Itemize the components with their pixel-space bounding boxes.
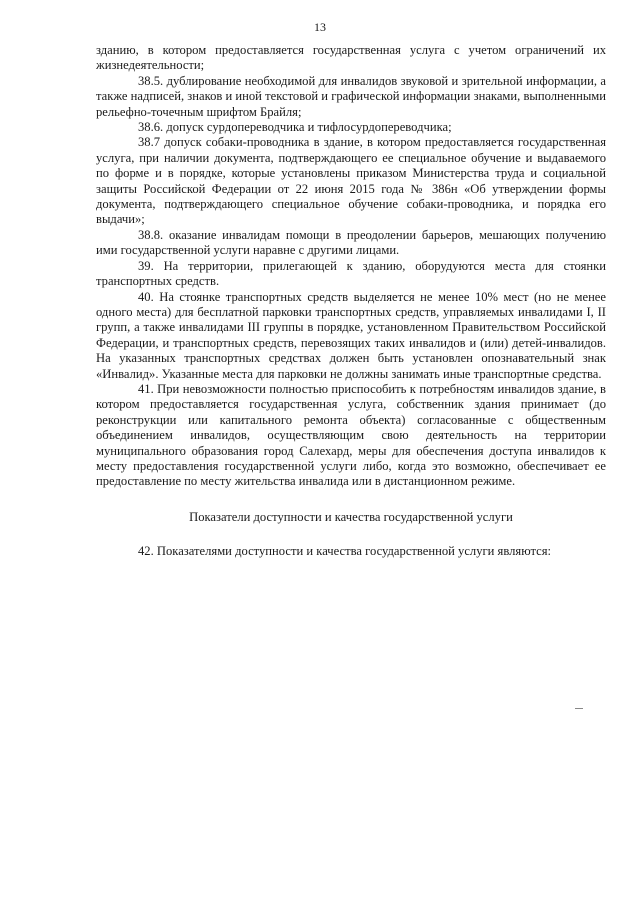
scan-mark bbox=[575, 708, 583, 709]
paragraph-38-8: 38.8. оказание инвалидам помощи в преодолении барьеров, мешающих получению ими государственной услуги наравне с другими лицами. bbox=[96, 227, 606, 258]
section-heading: Показатели доступности и качества государственной услуги bbox=[189, 509, 513, 524]
paragraph-38-5: 38.5. дублирование необходимой для инвалидов звуковой и зрительной информации, а также надписей, знаков и иной текстовой и графической информации знаками, выполненными рельефно-точечным шрифтом Брайля; bbox=[96, 73, 606, 119]
paragraph-38-7: 38.7 допуск собаки-проводника в здание, в котором предоставляется государственная услуга, при наличии документа, подтверждающего ее специальное обучение и выдаваемого по форме и в порядке, которые установлены приказом Министерства труда и социальной защиты Российской Федерации от 22 июня 2015 года № 386н «Об утверждении формы документа, подтверждающего специальное обучение собаки-проводника, и порядка его выдачи»; bbox=[96, 135, 606, 227]
paragraph-38-6: 38.6. допуск сурдопереводчика и тифлосурдопереводчика; bbox=[138, 120, 452, 135]
paragraph-40: 40. На стоянке транспортных средств выделяется не менее 10% мест (но не менее одного места) для бесплатной парковки транспортных средств, управляемых инвалидами I, II групп, а также инвалидами III группы в порядке, установленном Правительством Российской Федерации, и транспортных средств, перевозящих таких инвалидов и (или) детей-инвалидов. На указанных транспортных средствах должен быть установлен опознавательный знак «Инвалид». Указанные места для парковки не должны занимать иные транспортные средства. bbox=[96, 289, 606, 381]
paragraph-continuation: зданию, в котором предоставляется государственная услуга с учетом ограничений их жизнедеятельности; bbox=[96, 43, 606, 73]
paragraph-39: 39. На территории, прилегающей к зданию, оборудуются места для стоянки транспортных средств. bbox=[96, 258, 606, 289]
page-number: 13 bbox=[314, 20, 326, 34]
document-body bbox=[96, 43, 606, 560]
paragraph-41: 41. При невозможности полностью приспособить к потребностям инвалидов здание, в котором предоставляется государственная услуга, собственник здания принимает (до реконструкции или капитального ремонта объекта) согласованные с общественным объединением инвалидов, осуществляющим свою деятельность на территории муниципального образования город Салехард, меры для обеспечения доступа инвалидов к месту предоставления государственной услуги либо, когда это возможно, обеспечивает ее предоставление по месту жительства инвалида или в дистанционном режиме. bbox=[96, 381, 606, 489]
paragraph-42: 42. Показателями доступности и качества государственной услуги являются: bbox=[138, 544, 551, 559]
